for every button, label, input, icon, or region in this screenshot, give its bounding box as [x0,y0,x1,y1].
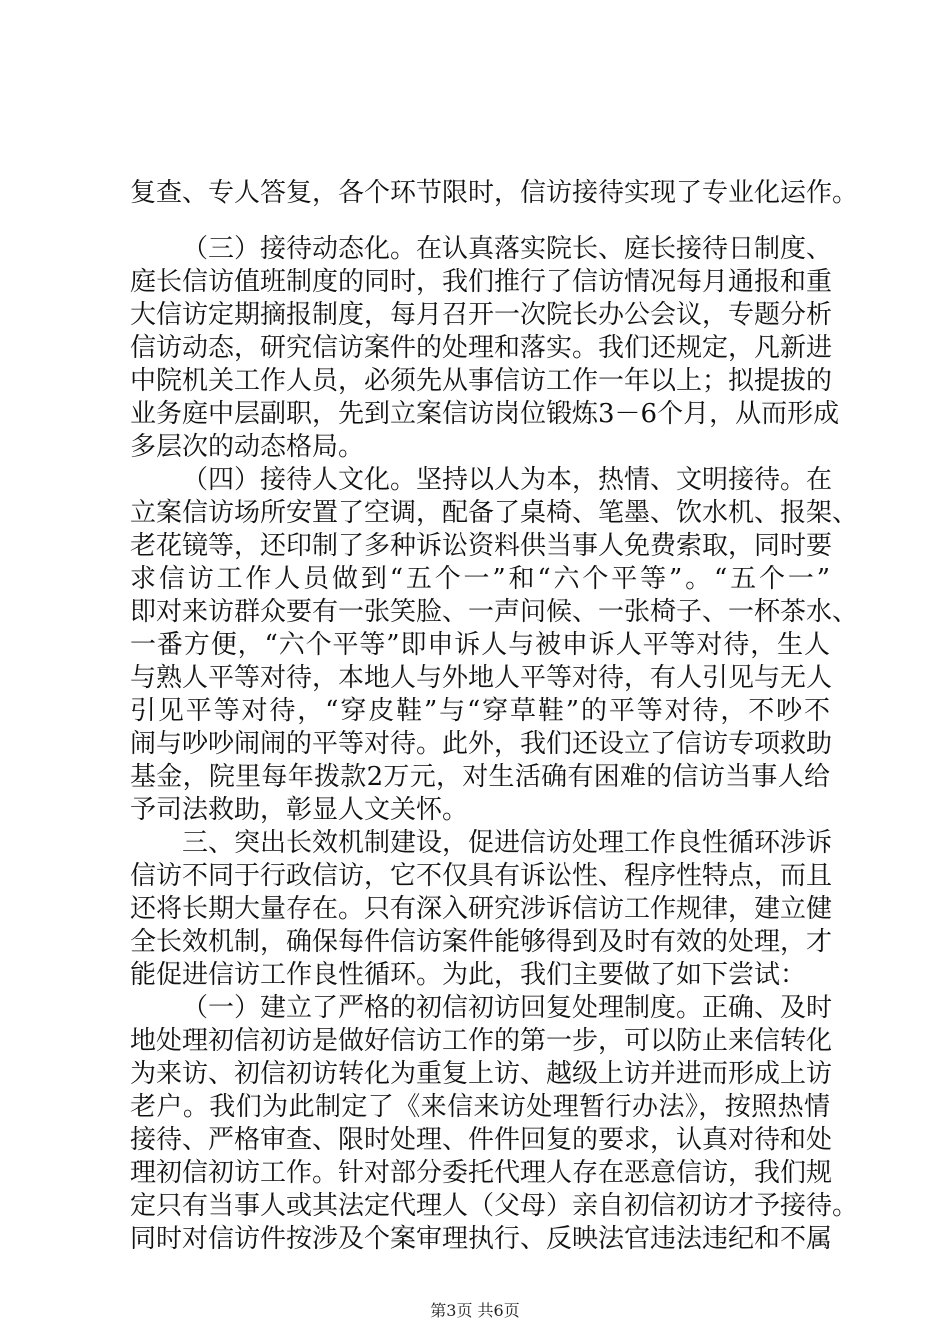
text-line: 定只有当事人或其法定代理人（父母）亲自初信初访才予接待。 [130,1191,859,1221]
text-line: 业务庭中层副职，先到立案信访岗位锻炼3－6个月，从而形成 [130,399,840,429]
page-number-footer: 第3页 共6页 [430,1301,520,1320]
text-line: 基金，院里每年拨款2万元，对生活确有困难的信访当事人给 [130,762,830,792]
text-line: 即对来访群众要有一张笑脸、一声问候、一张椅子、一杯茶水、 [130,597,859,627]
text-line: 理初信初访工作。针对部分委托代理人存在恶意信访，我们规 [130,1158,833,1188]
paragraph-heading-line: （四）接待人文化。坚持以人为本，热情、文明接待。在 [182,465,833,495]
text-line: 大信访定期摘报制度，每月召开一次院长办公会议，专题分析 [130,300,833,330]
text-line: 接待、严格审查、限时处理、件件回复的要求，认真对待和处 [130,1125,833,1155]
text-line: 闹与吵吵闹闹的平等对待。此外，我们还设立了信访专项救助 [130,729,833,759]
text-line: 老花镜等，还印制了多种诉讼资料供当事人免费索取，同时要 [130,531,833,561]
text-line: 与熟人平等对待，本地人与外地人平等对待，有人引见与无人 [130,663,833,693]
paragraph-heading-line: （三）接待动态化。在认真落实院长、庭长接待日制度、 [182,234,833,264]
text-line: 立案信访场所安置了空调，配备了桌椅、笔墨、饮水机、报架、 [130,498,859,528]
text-line: 复查、专人答复，各个环节限时，信访接待实现了专业化运作。 [130,178,859,208]
text-line: 为来访、初信初访转化为重复上访、越级上访并进而形成上访 [130,1059,833,1089]
paragraph-heading-line: （一）建立了严格的初信初访回复处理制度。正确、及时 [182,993,833,1023]
text-line: 一番方便，“六个平等”即申诉人与被申诉人平等对待，生人 [130,630,830,660]
text-line: 信访不同于行政信访，它不仅具有诉讼性、程序性特点，而且 [130,861,833,891]
text-line: 予司法救助，彰显人文关怀。 [130,795,469,825]
text-line: 能促进信访工作良性循环。为此，我们主要做了如下尝试： [130,960,807,990]
text-line: 多层次的动态格局。 [130,432,365,462]
text-line: 庭长信访值班制度的同时，我们推行了信访情况每月通报和重 [130,267,833,297]
text-line: 老户。我们为此制定了《来信来访处理暂行办法》，按照热情 [130,1092,830,1122]
section-heading-line: 三、突出长效机制建设，促进信访处理工作良性循环涉诉 [182,828,833,858]
text-line: 全长效机制，确保每件信访案件能够得到及时有效的处理，才 [130,927,833,957]
text-line: 引见平等对待，“穿皮鞋”与“穿草鞋”的平等对待，不吵不 [130,696,830,726]
text-line: 中院机关工作人员，必须先从事信访工作一年以上；拟提拔的 [130,366,833,396]
text-line: 同时对信访件按涉及个案审理执行、反映法官违法违纪和不属 [130,1224,833,1254]
text-line: 地处理初信初访是做好信访工作的第一步，可以防止来信转化 [130,1026,833,1056]
text-line: 信访动态，研究信访案件的处理和落实。我们还规定，凡新进 [130,333,833,363]
text-line: 求信访工作人员做到“五个一”和“六个平等”。“五个一” [130,564,830,594]
text-line: 还将长期大量存在。只有深入研究涉诉信访工作规律，建立健 [130,894,833,924]
